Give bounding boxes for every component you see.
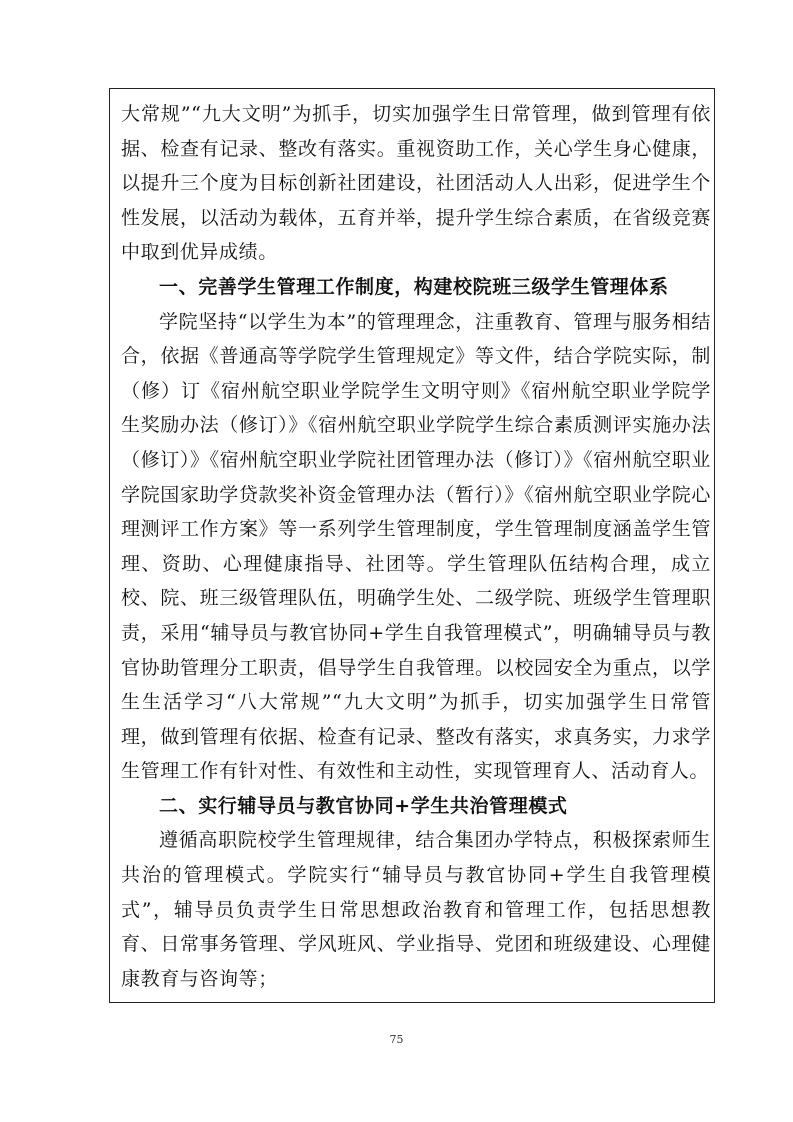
section-heading-1: 一、完善学生管理工作制度，构建校院班三级学生管理体系: [159, 275, 669, 298]
body-paragraph-section-1: 学院坚持“以学生为本”的管理理念，注重教育、管理与服务相结合，依据《普通高等学院学生管理规定》等文件，结合学院实际，制（修）订《宿州航空职业学院学生文明守则》《宿州航空职业学院学生奖励办法（修订）》《宿州航空职业学院学生综合素质测评实施办法（修订）》《宿州航空职业学院社团管理办法（修订）》《宿州航空职业学院国家助学贷款奖补资金管理办法（暂行）》《宿州航空职业学院心理测评工作方案》等一系列学生管理制度，学生管理制度涵盖学生管理、资助、心理健康指导、社团等。学生管理队伍结构合理，成立校、院、班三级管理队伍，明确学生处、二级学院、班级学生管理职责，采用“辅导员与教官协同+学生自我管理模式”，明确辅导员与教官协助管理分工职责，倡导学生自我管理。以校园安全为重点，以学生生活学习“八大常规”“九大文明”为抓手，切实加强学生日常管理，做到管理有依据、检查有记录、整改有落实，求真务实，力求学生管理工作有针对性、有效性和主动性，实现管理育人、活动育人。: [121, 310, 711, 783]
page-number: 75: [389, 1033, 404, 1046]
document-body: [121, 97, 711, 996]
body-paragraph-section-2: 遵循高职院校学生管理规律，结合集团办学特点，积极探索师生共治的管理模式。学院实行“辅导员与教官协同+学生自我管理模式”，辅导员负责学生日常思想政治教育和管理工作，包括思想教育、日常事务管理、学风班风、学业指导、党团和班级建设、心理健康教育与咨询等；: [121, 829, 711, 990]
section-heading-2: 二、实行辅导员与教官协同+学生共治管理模式: [159, 794, 568, 817]
body-paragraph-continuation: 大常规”“九大文明”为抓手，切实加强学生日常管理，做到管理有依据、检查有记录、整改有落实。重视资助工作，关心学生身心健康，以提升三个度为目标创新社团建设，社团活动人人出彩，促进学生个性发展，以活动为载体，五育并举，提升学生综合素质，在省级竞赛中取到优异成绩。: [121, 103, 711, 264]
